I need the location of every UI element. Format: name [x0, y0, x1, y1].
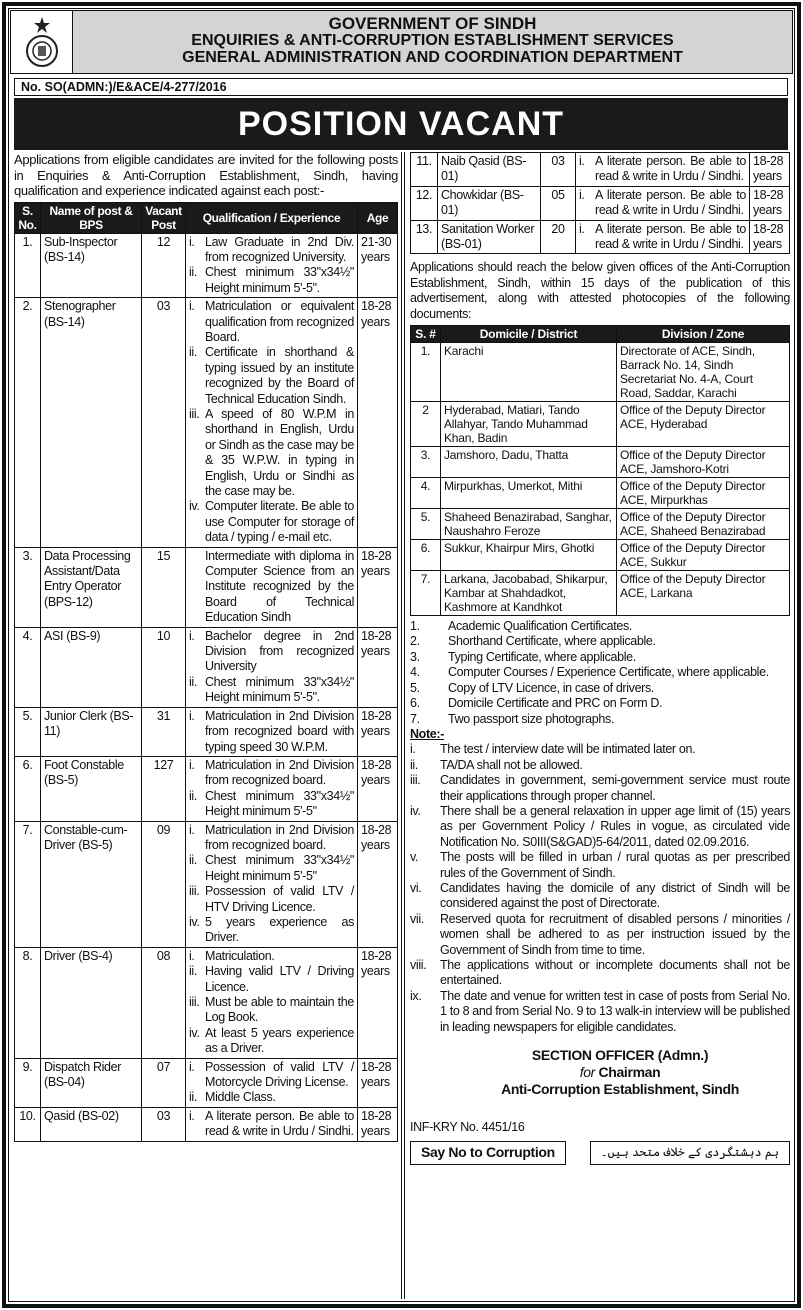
- document-text: Copy of LTV Licence, in case of drivers.: [448, 680, 655, 695]
- qualification-item: [579, 222, 746, 253]
- office-sno: 6.: [411, 540, 441, 571]
- qualification-text: Matriculation.: [205, 948, 275, 963]
- document-item: [410, 665, 790, 680]
- office-row: [411, 447, 790, 478]
- qualification-item: [189, 629, 354, 675]
- post-row: [15, 947, 398, 1058]
- office-address: Office of the Deputy Director ACE, Sukkur: [617, 540, 790, 571]
- qualification-item: [189, 1109, 354, 1140]
- signatory-chairman: Chairman: [598, 1064, 661, 1081]
- qualification-numeral: ii.: [189, 345, 197, 360]
- office-district: Shaheed Benazirabad, Sanghar, Naushahro Feroze: [441, 509, 617, 540]
- note-item: [410, 850, 790, 881]
- qualification-numeral: i.: [189, 299, 195, 314]
- post-name: Sub-Inspector (BS-14): [41, 233, 142, 298]
- post-vacancies: 127: [142, 756, 186, 821]
- department-title: ENQUIRIES & ANTI-CORRUPTION ESTABLISHMENT SERVICES: [191, 32, 674, 49]
- post-row: [15, 627, 398, 707]
- post-sno: 6.: [15, 756, 41, 821]
- col-sno: S. No.: [15, 202, 41, 233]
- office-sno: 5.: [411, 509, 441, 540]
- post-age: 18-28 years: [358, 947, 398, 1058]
- post-sno: 12.: [411, 186, 438, 220]
- document-number: 1.: [410, 619, 420, 634]
- post-vacancies: 12: [142, 233, 186, 298]
- qualification-text: 5 years experience as Driver.: [205, 914, 354, 945]
- qualification-item: [189, 675, 354, 706]
- office-sno: 7.: [411, 571, 441, 616]
- post-name: Stenographer (BS-14): [41, 298, 142, 548]
- qualification-text: Matriculation in 2nd Division from recognized board.: [205, 822, 354, 852]
- qualification-numeral: ii.: [189, 788, 197, 803]
- qualification-item: [579, 154, 746, 185]
- note-numeral: i.: [410, 742, 416, 757]
- office-sno: 4.: [411, 478, 441, 509]
- qualification-numeral: iii.: [189, 406, 200, 421]
- document-number: 7.: [410, 711, 420, 726]
- note-text: Candidates having the domicile of any district of Sindh will be considered against the post of Directorate.: [440, 880, 790, 911]
- qualification-text: Having valid LTV / Driving Licence.: [205, 964, 354, 994]
- document-text: Domicile Certificate and PRC on Form D.: [448, 696, 663, 711]
- qualification-numeral: i.: [189, 708, 195, 723]
- government-title: GOVERNMENT OF SINDH: [328, 14, 537, 33]
- qualification-numeral: i.: [579, 221, 585, 236]
- note-text: There shall be a general relaxation in upper age limit of (15) years as per Government Policy / Rules in vogue, as circulated vide Notification No. S0III(S&GAD)5-64/2011, dated 02.09.2016.: [440, 803, 790, 849]
- document-item: [410, 634, 790, 649]
- qualification-text: A literate person. Be able to read & write in Urdu / Sindhi.: [595, 187, 746, 218]
- post-name: Foot Constable (BS-5): [41, 756, 142, 821]
- post-name: ASI (BS-9): [41, 627, 142, 707]
- posts-table: [14, 202, 398, 1142]
- post-name: Chowkidar (BS-01): [438, 186, 541, 220]
- post-age: 18-28 years: [358, 707, 398, 756]
- post-name: Qasid (BS-02): [41, 1107, 142, 1141]
- qualification-text: Computer literate. Be able to use Computer for storage of data / typing / e-mail etc.: [205, 499, 354, 545]
- qualification-numeral: i.: [189, 822, 195, 837]
- post-row: [15, 233, 398, 298]
- qualification-text: Bachelor degree in 2nd Division from recognized University: [205, 628, 354, 674]
- qualification-numeral: iii.: [189, 995, 200, 1009]
- document-item: [410, 650, 790, 665]
- post-row: [411, 153, 790, 187]
- post-vacancies: 03: [142, 1107, 186, 1141]
- qualification-text: Chest minimum 33"x34½" Height minimum 5'-5".: [205, 265, 354, 295]
- note-text: The date and venue for written test in case of posts from Serial No. 1 to 8 and from Serial No. 9 to 13 walk-in interview will be published in leading newspapers for eligible candidates.: [440, 988, 790, 1034]
- qualification-text: Matriculation in 2nd Division from recognized board.: [205, 757, 354, 788]
- qualification-item: [189, 915, 354, 946]
- office-row: [411, 478, 790, 509]
- post-qualification: [186, 821, 358, 947]
- header-titles: [73, 11, 792, 73]
- qualification-item: [189, 407, 354, 499]
- post-qualification: [186, 947, 358, 1058]
- post-row: [15, 298, 398, 548]
- office-sno: 2: [411, 402, 441, 447]
- qualification-text: Certificate in shorthand & typing issued by an institute recognized by the Board of Technical Education Sindh.: [205, 345, 354, 406]
- note-text: The applications without or incomplete documents shall not be entertained.: [440, 958, 790, 988]
- qualification-item: [189, 1090, 354, 1105]
- qualification-numeral: [189, 549, 205, 626]
- qualification-text: Must be able to maintain the Log Book.: [205, 995, 354, 1025]
- note-numeral: ii.: [410, 757, 418, 772]
- header: [10, 10, 793, 74]
- post-name: Sanitation Worker (BS-01): [438, 220, 541, 254]
- signatory-organization: Anti-Corruption Establishment, Sindh: [501, 1081, 739, 1098]
- post-age: 18-28 years: [750, 186, 790, 220]
- notes-title: Note:-: [410, 726, 445, 741]
- post-age: 18-28 years: [750, 220, 790, 254]
- column-divider: [401, 152, 405, 1299]
- document-text: Computer Courses / Experience Certificate, where applicable.: [448, 665, 769, 680]
- right-column: [410, 152, 790, 1165]
- qualification-numeral: ii.: [189, 1090, 197, 1105]
- col-name: Name of post & BPS: [41, 202, 142, 233]
- office-row: [411, 571, 790, 616]
- qualification-item: [189, 345, 354, 407]
- office-address: Office of the Deputy Director ACE, Jamshoro-Kotri: [617, 447, 790, 478]
- qualification-item: [189, 964, 354, 995]
- note-text: TA/DA shall not be allowed.: [440, 757, 583, 772]
- qualification-item: [189, 709, 354, 755]
- office-district: Sukkur, Khairpur Mirs, Ghotki: [441, 540, 617, 571]
- document-text: Typing Certificate, where applicable.: [448, 649, 636, 664]
- note-numeral: viii.: [410, 958, 427, 972]
- office-address: Office of the Deputy Director ACE, Larkana: [617, 571, 790, 616]
- post-vacancies: 31: [142, 707, 186, 756]
- qualification-numeral: iv.: [189, 499, 200, 514]
- post-sno: 13.: [411, 220, 438, 254]
- qualification-text: A literate person. Be able to read & write in Urdu / Sindhi.: [595, 221, 746, 252]
- note-item: [410, 958, 790, 989]
- document-number: 5.: [410, 680, 420, 695]
- post-sno: 1.: [15, 233, 41, 298]
- document-text: Shorthand Certificate, where applicable.: [448, 634, 656, 649]
- post-row: [15, 547, 398, 627]
- document-number: 6.: [410, 696, 420, 711]
- qualification-numeral: i.: [579, 154, 585, 168]
- document-number: 3.: [410, 649, 420, 664]
- qualification-item: [189, 884, 354, 915]
- qualification-item: [189, 758, 354, 789]
- sindh-seal-icon: [11, 11, 73, 73]
- post-vacancies: 15: [142, 547, 186, 627]
- post-sno: 8.: [15, 947, 41, 1058]
- post-qualification: [186, 707, 358, 756]
- col-sno: S. #: [411, 326, 441, 343]
- office-row: [411, 540, 790, 571]
- post-vacancies: 07: [142, 1058, 186, 1107]
- post-age: 18-28 years: [358, 821, 398, 947]
- col-age: Age: [358, 202, 398, 233]
- qualification-numeral: i.: [189, 948, 195, 963]
- ad-title: POSITION VACANT: [14, 98, 788, 150]
- post-age: 18-28 years: [358, 1107, 398, 1141]
- office-address: Office of the Deputy Director ACE, Mirpurkhas: [617, 478, 790, 509]
- post-age: 18-28 years: [358, 547, 398, 627]
- signature-for: for: [579, 1064, 595, 1081]
- qualification-numeral: ii.: [189, 853, 197, 868]
- qualification-numeral: iv.: [189, 1025, 200, 1040]
- post-qualification: [186, 233, 358, 298]
- qualification-numeral: iv.: [189, 914, 200, 929]
- office-row: [411, 509, 790, 540]
- qualification-text: Matriculation or equivalent qualification from recognized Board.: [205, 299, 354, 344]
- post-name: Data Processing Assistant/Data Entry Operator (BPS-12): [41, 547, 142, 627]
- slogan-english: Say No to Corruption: [410, 1141, 566, 1164]
- post-name: Dispatch Rider (BS-04): [41, 1058, 142, 1107]
- posts-table-continued: [410, 152, 790, 254]
- note-text: The test / interview date will be intimated later on.: [440, 742, 696, 757]
- qualification-text: A literate person. Be able to read & write in Urdu / Sindhi.: [595, 154, 746, 184]
- office-district: Karachi: [441, 343, 617, 402]
- note-item: [410, 989, 790, 1035]
- qualification-item: [579, 188, 746, 219]
- note-item: [410, 758, 790, 773]
- document-item: [410, 681, 790, 696]
- post-sno: 11.: [411, 153, 438, 187]
- note-item: [410, 773, 790, 804]
- qualification-numeral: ii.: [189, 964, 197, 979]
- post-name: Constable-cum-Driver (BS-5): [41, 821, 142, 947]
- qualification-text: A speed of 80 W.P.M in shorthand in English, Urdu or Sindh as the case may be & 35 W.P.W. in typing in English, Urdu or Sindhi as the case may be.: [205, 406, 354, 498]
- post-age: 18-28 years: [358, 627, 398, 707]
- apply-instructions: Applications should reach the below given offices of the Anti-Corruption Establishment, Sindh, within 15 days of the publication of this advertisement, along with attested photocopies of the following documents:: [410, 260, 790, 321]
- post-sno: 4.: [15, 627, 41, 707]
- qualification-item: [189, 1026, 354, 1057]
- note-item: [410, 912, 790, 958]
- qualification-item: [189, 789, 354, 820]
- qualification-item: [189, 265, 354, 296]
- col-office: Division / Zone: [617, 326, 790, 343]
- document-item: [410, 712, 790, 727]
- post-vacancies: 10: [142, 627, 186, 707]
- qualification-item: [189, 949, 354, 964]
- post-row: [15, 821, 398, 947]
- post-row: [15, 707, 398, 756]
- post-name: Junior Clerk (BS-11): [41, 707, 142, 756]
- qualification-item: [189, 823, 354, 854]
- qualification-numeral: i.: [189, 1108, 195, 1123]
- post-sno: 3.: [15, 547, 41, 627]
- post-row: [411, 186, 790, 220]
- document-item: [410, 696, 790, 711]
- qualification-numeral: i.: [189, 1059, 195, 1074]
- office-row: [411, 343, 790, 402]
- note-item: [410, 881, 790, 912]
- qualification-numeral: i.: [189, 234, 195, 249]
- post-vacancies: 09: [142, 821, 186, 947]
- office-sno: 1.: [411, 343, 441, 402]
- qualification-numeral: i.: [189, 628, 195, 643]
- qualification-text: Possession of valid LTV / HTV Driving Licence.: [205, 884, 354, 914]
- qualification-text: A literate person. Be able to read & write in Urdu / Sindhi.: [205, 1108, 354, 1139]
- office-address: Office of the Deputy Director ACE, Hyderabad: [617, 402, 790, 447]
- sub-department-title: GENERAL ADMINISTRATION AND COORDINATION DEPARTMENT: [182, 49, 683, 66]
- document-number: 2.: [410, 634, 420, 649]
- post-qualification: [576, 153, 750, 187]
- post-age: 18-28 years: [358, 298, 398, 548]
- document-text: Two passport size photographs.: [448, 711, 614, 726]
- notes-section: [410, 727, 790, 1035]
- signatory-title: SECTION OFFICER (Admn.): [531, 1047, 709, 1064]
- note-text: Reserved quota for recruitment of disabled persons / minorities / women shall be adhered to as per instruction issued by the Government of Sindh from time to time.: [440, 911, 790, 957]
- post-sno: 7.: [15, 821, 41, 947]
- post-name: Driver (BS-4): [41, 947, 142, 1058]
- note-numeral: ix.: [410, 988, 422, 1003]
- inf-number: INF-KRY No. 4451/16: [410, 1120, 525, 1135]
- post-sno: 9.: [15, 1058, 41, 1107]
- qualification-text: Chest minimum 33"x34½" Height minimum 5'-5": [205, 853, 354, 883]
- office-district: Larkana, Jacobabad, Shikarpur, Kambar at Shahdadkot, Kashmore at Kandhkot: [441, 571, 617, 616]
- qualification-text: At least 5 years experience as a Driver.: [205, 1025, 354, 1056]
- note-item: [410, 742, 790, 757]
- note-numeral: vii.: [410, 911, 424, 926]
- documents-list: [410, 619, 790, 727]
- qualification-text: Matriculation in 2nd Division from recognized board with typing speed 30 W.P.M.: [205, 708, 354, 754]
- office-district: Mirpurkhas, Umerkot, Mithi: [441, 478, 617, 509]
- qualification-text: Chest minimum 33"x34½" Height minimum 5'-5": [205, 788, 354, 819]
- post-age: 18-28 years: [358, 1058, 398, 1107]
- qualification-numeral: ii.: [189, 674, 197, 689]
- qualification-numeral: ii.: [189, 265, 197, 280]
- office-address: Directorate of ACE, Sindh, Barrack No. 14, Sindh Secretariat No. 4-A, Court Road, Saddar, Karachi: [617, 343, 790, 402]
- note-numeral: iv.: [410, 803, 421, 818]
- document-text: Academic Qualification Certificates.: [448, 619, 633, 634]
- post-qualification: [186, 298, 358, 548]
- office-sno: 3.: [411, 447, 441, 478]
- post-qualification: [576, 220, 750, 254]
- qualification-numeral: i.: [189, 757, 195, 772]
- post-qualification: [186, 547, 358, 627]
- qualification-numeral: i.: [579, 187, 585, 202]
- signature-block: [410, 1047, 790, 1098]
- office-address: Office of the Deputy Director ACE, Shaheed Benazirabad: [617, 509, 790, 540]
- post-age: 18-28 years: [358, 756, 398, 821]
- note-numeral: v.: [410, 850, 419, 865]
- document-item: [410, 619, 790, 634]
- office-row: [411, 402, 790, 447]
- post-row: [15, 1107, 398, 1141]
- qualification-text: Possession of valid LTV / Motorcycle Driving License.: [205, 1059, 354, 1090]
- note-numeral: iii.: [410, 773, 421, 788]
- qualification-text: Law Graduate in 2nd Div. from recognized University.: [205, 234, 354, 264]
- post-sno: 10.: [15, 1107, 41, 1141]
- post-sno: 5.: [15, 707, 41, 756]
- post-qualification: [186, 1058, 358, 1107]
- post-row: [15, 756, 398, 821]
- note-numeral: vi.: [410, 880, 422, 895]
- post-row: [15, 1058, 398, 1107]
- post-sno: 2.: [15, 298, 41, 548]
- post-age: 21-30 years: [358, 233, 398, 298]
- col-district: Domicile / District: [441, 326, 617, 343]
- intro-text: Applications from eligible candidates are invited for the following posts in Enquiries & Anti-Corruption Establishment, Sindh, having qualification and experience indicated against each post:-: [14, 152, 398, 198]
- qualification-item: [189, 299, 354, 345]
- qualification-item: [189, 235, 354, 266]
- reference-number: No. SO(ADMN:)/E&ACE/4-277/2016: [14, 78, 788, 96]
- qualification-item: [189, 549, 354, 626]
- col-qualification: Qualification / Experience: [186, 202, 358, 233]
- post-vacancies: 08: [142, 947, 186, 1058]
- slogan-urdu: ہم دہشتگردی کے خلاف متحد ہیں۔: [590, 1141, 790, 1164]
- qualification-text: Middle Class.: [205, 1090, 276, 1105]
- qualification-item: [189, 853, 354, 884]
- qualification-numeral: iii.: [189, 884, 200, 899]
- office-district: Jamshoro, Dadu, Thatta: [441, 447, 617, 478]
- post-name: Naib Qasid (BS-01): [438, 153, 541, 187]
- note-text: Candidates in government, semi-government service must route their applications through proper channel.: [440, 773, 790, 803]
- left-column: [14, 152, 398, 1142]
- post-row: [411, 220, 790, 254]
- post-qualification: [186, 1107, 358, 1141]
- document-number: 4.: [410, 665, 420, 680]
- post-vacancies: 05: [541, 186, 576, 220]
- office-district: Hyderabad, Matiari, Tando Allahyar, Tando Muhammad Khan, Badin: [441, 402, 617, 447]
- offices-table: [410, 325, 790, 616]
- qualification-text: Intermediate with diploma in Computer Science from an Institute recognized by the Board of Technical Education Sindh: [205, 548, 354, 625]
- post-age: 18-28 years: [750, 153, 790, 187]
- qualification-item: [189, 995, 354, 1026]
- footer-slogans: [410, 1141, 790, 1164]
- col-vacant: Vacant Post: [142, 202, 186, 233]
- post-qualification: [186, 756, 358, 821]
- qualification-item: [189, 499, 354, 545]
- post-qualification: [576, 186, 750, 220]
- note-text: The posts will be filled in urban / rural quotas as per prescribed rules of the Government of Sindh.: [440, 850, 790, 880]
- note-item: [410, 804, 790, 850]
- qualification-text: Chest minimum 33"x34½" Height minimum 5'-5".: [205, 674, 354, 705]
- post-vacancies: 03: [142, 298, 186, 548]
- post-vacancies: 20: [541, 220, 576, 254]
- post-vacancies: 03: [541, 153, 576, 187]
- post-qualification: [186, 627, 358, 707]
- qualification-item: [189, 1060, 354, 1091]
